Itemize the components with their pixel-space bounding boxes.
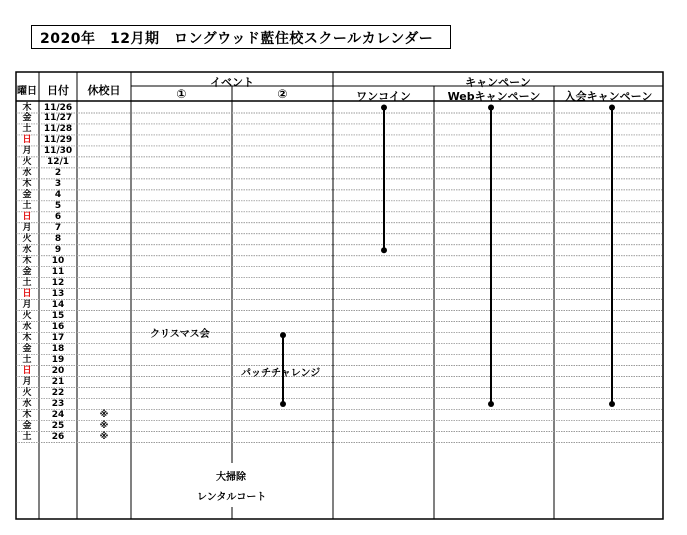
- row-date: 20: [51, 366, 65, 377]
- row-closed-mark: ※: [99, 431, 109, 442]
- header-event-2: ②: [277, 87, 288, 101]
- row-weekday: 水: [22, 168, 32, 179]
- row-weekday: 水: [22, 322, 32, 333]
- row-weekday: 木: [22, 333, 32, 344]
- row-weekday: 土: [22, 278, 32, 289]
- row-weekday: 火: [22, 234, 32, 245]
- row-date: 2: [54, 168, 62, 179]
- row-date: 26: [51, 431, 65, 442]
- row-weekday: 日: [22, 212, 32, 223]
- row-date: 23: [51, 398, 65, 409]
- row-closed-mark: ※: [99, 409, 109, 420]
- row-weekday: 月: [22, 223, 32, 234]
- row-date: 13: [51, 289, 65, 300]
- row-weekday: 金: [22, 113, 32, 124]
- row-date: 11/30: [43, 146, 73, 157]
- row-date: 9: [54, 245, 62, 256]
- row-weekday: 火: [22, 311, 32, 322]
- header-campaign-one-coin: ワンコイン: [356, 90, 411, 103]
- row-weekday: 木: [22, 179, 32, 190]
- header-campaign: キャンペーン: [465, 76, 531, 89]
- row-weekday: 水: [22, 245, 32, 256]
- row-date: 8: [54, 234, 62, 245]
- row-weekday: 木: [22, 102, 32, 113]
- header-school-closed: 休校日: [87, 84, 121, 97]
- row-date: 10: [51, 256, 65, 267]
- row-date: 11/29: [43, 135, 73, 146]
- row-date: 19: [51, 355, 65, 366]
- event-rental-court: レンタルコート: [197, 492, 267, 503]
- row-date: 6: [54, 212, 62, 223]
- row-date: 14: [51, 300, 65, 311]
- row-weekday: 日: [22, 289, 32, 300]
- row-date: 25: [51, 420, 65, 431]
- row-weekday: 金: [22, 344, 32, 355]
- row-date: 11/28: [43, 124, 73, 135]
- row-weekday: 土: [22, 124, 32, 135]
- row-date: 3: [54, 179, 62, 190]
- row-date: 24: [51, 409, 65, 420]
- row-weekday: 金: [22, 267, 32, 278]
- row-date: 18: [51, 344, 65, 355]
- header-weekday: 曜日: [17, 86, 37, 97]
- row-date: 15: [51, 311, 65, 322]
- row-weekday: 月: [22, 300, 32, 311]
- row-date: 12: [51, 278, 65, 289]
- row-weekday: 木: [22, 409, 32, 420]
- row-date: 7: [54, 223, 62, 234]
- calendar-title: 2020年 12月期 ロングウッド藍住校スクールカレンダー: [40, 31, 434, 47]
- event-patch-challenge: パッチチャレンジ: [241, 368, 321, 379]
- header-event: イベント: [210, 76, 254, 89]
- row-date: 11/27: [43, 113, 73, 124]
- header-event-1: ①: [176, 87, 187, 101]
- row-weekday: 土: [22, 201, 32, 212]
- row-weekday: 日: [22, 366, 32, 377]
- row-date: 4: [54, 190, 62, 201]
- row-date: 22: [51, 387, 65, 398]
- row-weekday: 月: [22, 146, 32, 157]
- row-closed-mark: ※: [99, 420, 109, 431]
- row-date: 21: [51, 377, 65, 387]
- event-christmas: クリスマス会: [150, 329, 210, 340]
- row-date: 17: [51, 333, 65, 344]
- row-weekday: 日: [22, 135, 32, 146]
- row-weekday: 木: [22, 256, 32, 267]
- row-date: 11/26: [43, 102, 73, 113]
- row-weekday: 月: [22, 377, 32, 387]
- row-weekday: 火: [22, 387, 32, 398]
- header-campaign-web: Webキャンペーン: [447, 90, 541, 103]
- header-campaign-enroll: 入会キャンペーン: [564, 90, 653, 103]
- row-date: 11: [51, 267, 65, 278]
- event-cleaning: 大掃除: [216, 472, 246, 483]
- row-weekday: 火: [22, 157, 32, 168]
- row-weekday: 土: [22, 431, 32, 442]
- row-date: 16: [51, 322, 65, 333]
- row-date: 5: [54, 201, 62, 212]
- row-weekday: 金: [22, 190, 32, 201]
- row-weekday: 土: [22, 355, 32, 366]
- row-weekday: 水: [22, 398, 32, 409]
- row-weekday: 金: [22, 420, 32, 431]
- row-date: 12/1: [46, 157, 70, 168]
- header-date: 日付: [47, 84, 69, 97]
